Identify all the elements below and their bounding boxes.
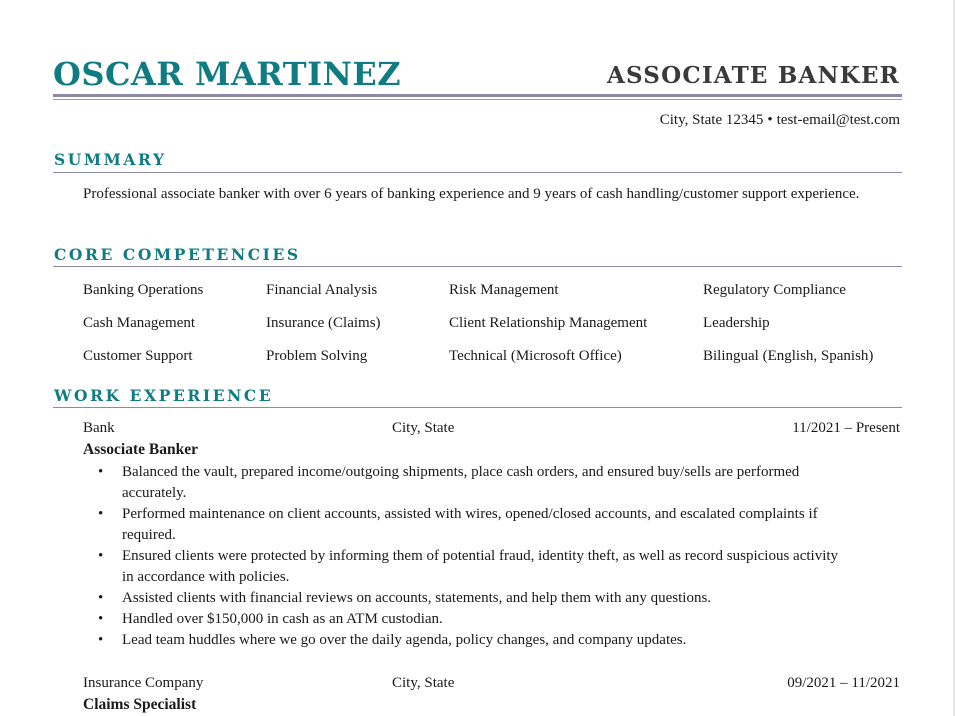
job-location: City, State [392,675,455,691]
experience-rule [53,407,902,408]
summary-text: Professional associate banker with over 6 years of banking experience and 9 years of cash handling/customer support experience. [83,186,860,202]
competency-item: Customer Support [83,348,193,364]
competencies-heading: CORE COMPETENCIES [54,245,301,264]
header-rule-thin [53,99,902,100]
candidate-job-title: ASSOCIATE BANKER [606,62,900,89]
job-dates: 09/2021 – 11/2021 [787,675,900,691]
competency-item: Regulatory Compliance [703,282,846,298]
competency-item: Banking Operations [83,282,204,298]
contact-email[interactable]: test-email@test.com [776,112,900,128]
competency-item: Insurance (Claims) [266,315,381,331]
summary-rule [53,172,902,173]
competency-item: Technical (Microsoft Office) [449,348,622,364]
job-bullet: • Ensured clients were protected by informing them of potential fraud, identity theft, as well as record suspicious activity in accordance with policies. [83,546,843,588]
competencies-rule [53,266,902,267]
job-header [83,418,900,438]
job-bullet: • Performed maintenance on client accounts, assisted with wires, opened/closed accounts, and escalated complaints if required. [83,504,843,546]
candidate-name: OSCAR MARTINEZ [53,55,402,93]
summary-heading: SUMMARY [54,150,167,169]
competency-item: Cash Management [83,315,196,331]
header-rule-thick [53,94,902,97]
job-company: Insurance Company [83,675,204,691]
competencies-grid [83,280,903,379]
job-role: Associate Banker [83,441,198,458]
competency-item: Client Relationship Management [449,315,648,331]
contact-location: City, State 12345 [659,112,764,128]
job-bullet: • Handled over $150,000 in cash as an ATM custodian. [83,609,843,630]
competency-item: Financial Analysis [266,282,378,298]
competency-item: Risk Management [449,282,559,298]
job-bullet: • Assisted clients with financial reviews on accounts, statements, and help them with any questions. [83,588,843,609]
competency-item: Leadership [703,315,770,331]
job-dates: 11/2021 – Present [792,420,900,436]
job-bullet: • Lead team huddles where we go over the daily agenda, policy changes, and company updates. [83,630,843,651]
job-company: Bank [83,420,115,436]
job-role: Claims Specialist [83,696,197,713]
contact-separator: • [767,112,773,128]
job-location: City, State [392,420,455,436]
competency-item: Bilingual (English, Spanish) [703,348,874,364]
job-bullet: • Balanced the vault, prepared income/outgoing shipments, place cash orders, and ensured buy/sells are performed accurately. [83,462,843,504]
contact-line [660,110,900,130]
job-header [83,673,900,693]
job-bullet-list [83,462,843,651]
competency-item: Problem Solving [266,348,368,364]
experience-heading: WORK EXPERIENCE [54,386,274,405]
